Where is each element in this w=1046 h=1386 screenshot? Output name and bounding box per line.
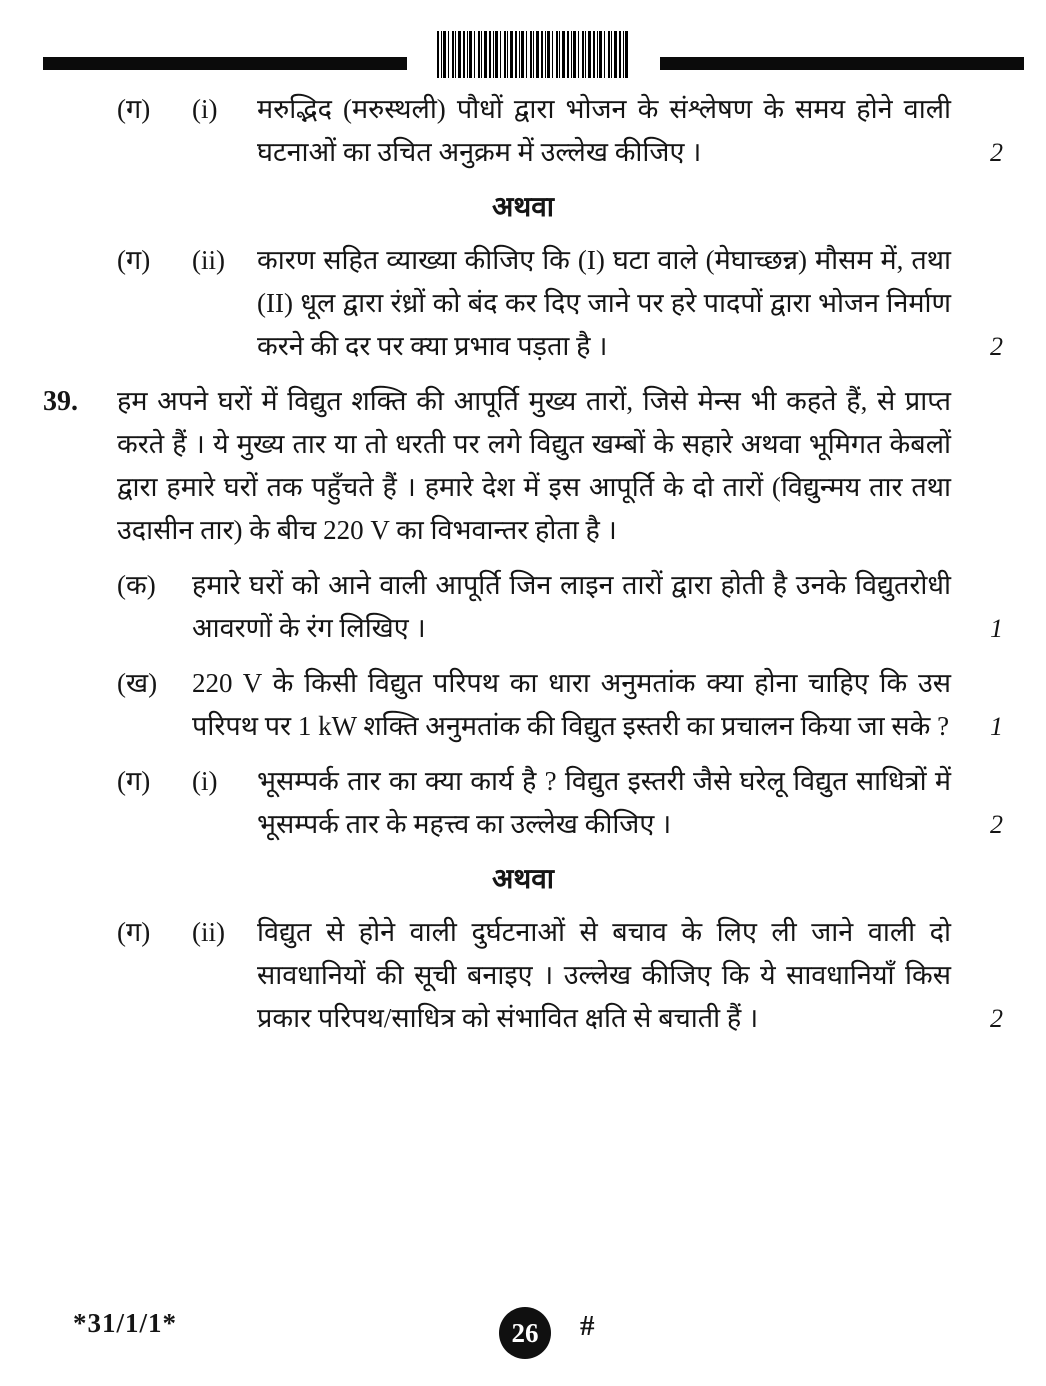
- roman-numeral-label: (ii): [192, 917, 225, 947]
- subquestion-g-i: [43, 88, 1003, 174]
- or-separator: अथवा: [491, 192, 555, 223]
- subquestion-kha: [43, 662, 1003, 748]
- marks-value: 2: [990, 810, 1003, 839]
- or-separator: अथवा: [491, 864, 555, 895]
- subquestion-g-ii: [43, 239, 1003, 368]
- roman-numeral-label: (i): [192, 94, 218, 124]
- page-number-badge: 26: [499, 1307, 551, 1359]
- question-intro-text: हम अपने घरों में विद्युत शक्ति की आपूर्ति मुख्य तारों, जिसे मेन्स भी कहते हैं, से प्राप्त करते हैं । ये मुख्य तार या तो धरती पर लगे विद्युत खम्बों के सहारे अथवा भूमिगत केबलों द्वारा हमारे घरों तक पहुँचते हैं । हमारे देश में इस आपूर्ति के दो तारों (विद्युन्मय तार तथा उदासीन तार) के बीच 220 V का विभवान्तर होता है ।: [117, 386, 951, 545]
- subquestion-ka: [43, 564, 1003, 650]
- part-label: (ग): [117, 917, 151, 947]
- question-39-intro: [43, 380, 1003, 552]
- question-text: भूसम्पर्क तार का क्या कार्य है ? विद्युत इस्तरी जैसे घरेलू विद्युत साधित्रों में भूसम्पर्क तार के महत्त्व का उल्लेख कीजिए ।: [257, 766, 951, 839]
- roman-numeral-label: (ii): [192, 245, 225, 275]
- question-area: [43, 88, 1003, 1052]
- marks-value: 2: [990, 138, 1003, 167]
- part-label: (ग): [117, 766, 151, 796]
- part-label: (क): [117, 570, 156, 600]
- roman-numeral-label: (i): [192, 766, 218, 796]
- subquestion-ga-ii: [43, 911, 1003, 1040]
- question-text: विद्युत से होने वाली दुर्घटनाओं से बचाव के लिए ली जाने वाली दो सावधानियों की सूची बनाइए । उल्लेख कीजिए कि ये सावधानियाँ किस प्रकार परिपथ/साधित्र को संभावित क्षति से बचाती हैं ।: [257, 917, 951, 1033]
- top-rule-left: [43, 57, 407, 70]
- top-rule-right: [660, 57, 1024, 70]
- marks-value: 2: [990, 1004, 1003, 1033]
- part-label: (ख): [117, 668, 158, 698]
- marks-value: 1: [990, 712, 1003, 741]
- paper-code: *31/1/1*: [73, 1308, 178, 1338]
- question-number: 39.: [43, 386, 78, 417]
- subquestion-ga-i: [43, 760, 1003, 846]
- question-text: 220 V के किसी विद्युत परिपथ का धारा अनुमतांक क्या होना चाहिए कि उस परिपथ पर 1 kW शक्ति अनुमतांक की विद्युत इस्तरी का प्रचालन किया जा सके ?: [192, 668, 951, 741]
- part-label: (ग): [117, 245, 151, 275]
- hash-mark: #: [580, 1310, 595, 1342]
- marks-value: 2: [990, 332, 1003, 361]
- barcode: [437, 31, 629, 78]
- question-text: मरुद्भिद (मरुस्थली) पौधों द्वारा भोजन के संश्लेषण के समय होने वाली घटनाओं का उचित अनुक्रम में उल्लेख कीजिए ।: [257, 94, 951, 167]
- question-text: कारण सहित व्याख्या कीजिए कि (I) घटा वाले (मेघाच्छन्न) मौसम में, तथा (II) धूल द्वारा रंध्रों को बंद कर दिए जाने पर हरे पादपों द्वारा भोजन निर्माण करने की दर पर क्या प्रभाव पड़ता है ।: [257, 245, 951, 361]
- question-text: हमारे घरों को आने वाली आपूर्ति जिन लाइन तारों द्वारा होती है उनके विद्युतरोधी आवरणों के रंग लिखिए ।: [192, 570, 951, 643]
- marks-value: 1: [990, 614, 1003, 643]
- part-label: (ग): [117, 94, 151, 124]
